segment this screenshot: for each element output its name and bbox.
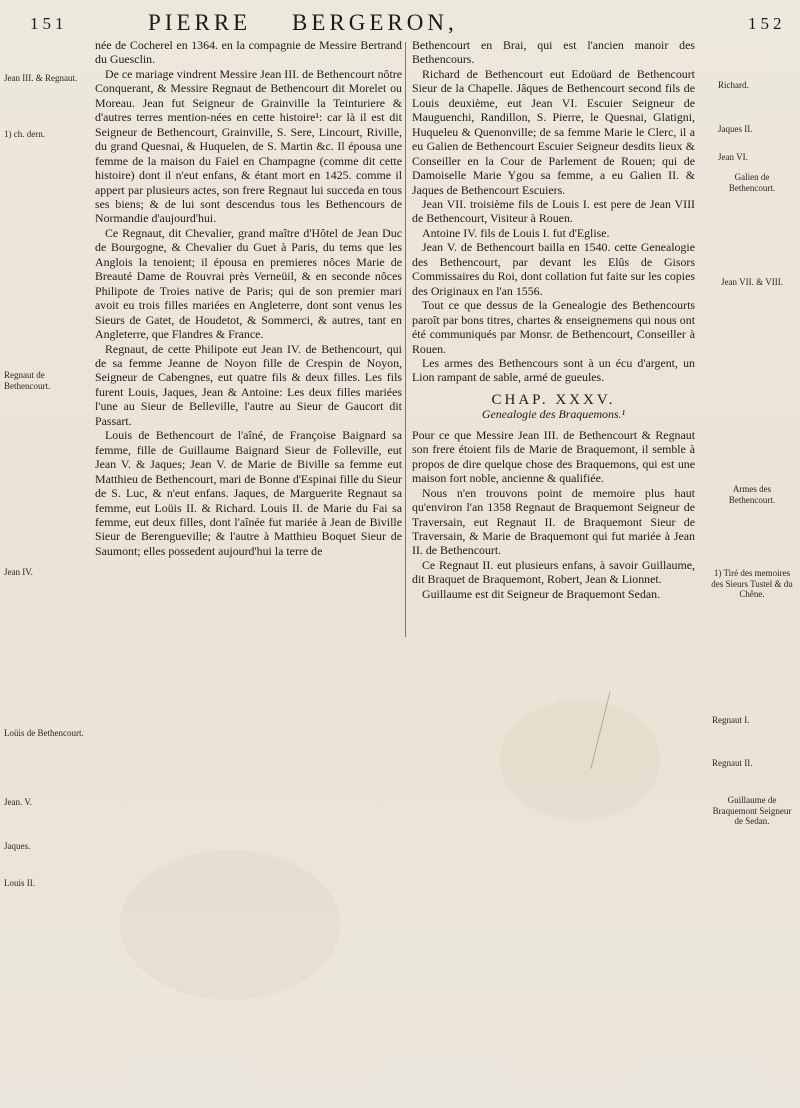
margin-note: Jaques II. [718, 124, 753, 134]
paragraph: Jean V. de Bethencourt bailla en 1540. cette Genealogie des Bethencourt, par devant les Elûs de Gisors Commissaires du Roi, dont collation fut faite sur les copies des Originaux en l'an 1556. [412, 240, 695, 298]
margin-note: Louis II. [4, 878, 35, 888]
margin-note: Jean III. & Regnaut. [4, 73, 78, 83]
right-column [412, 38, 695, 601]
header-title-left: PIERRE [148, 10, 252, 35]
margin-note: Galien de Bethencourt. [728, 172, 776, 193]
margin-note: Regnaut de Bethencourt. [4, 370, 51, 391]
margin-note: Loüis de Bethencourt. [4, 728, 84, 738]
margin-note: Jean VI. [718, 152, 748, 162]
column-divider [405, 42, 406, 637]
paper-stain [500, 700, 660, 820]
margin-note: Jean IV. [4, 567, 33, 577]
margin-note: Jean VII. & VIII. [721, 277, 783, 287]
chapter-paragraph: Nous n'en trouvons point de memoire plus haut qu'environ l'an 1358 Regnaut de Braquemont Seigneur de Traversain, eut Regnaut II. de Braquemont Sieur de Traversain, & Marie de Braquemont qui fut mariée à Jean II. de Bethencourt. [412, 485, 695, 558]
chapter-paragraph: Ce Regnaut II. eut plusieurs enfans, à savoir Guillaume, dit Braquet de Braquemont, Robert, Jean & Lionnet. [412, 557, 695, 587]
running-header [0, 6, 800, 40]
chapter-title: CHAP. XXXV. [491, 391, 616, 408]
margin-note: Jean. V. [4, 797, 32, 807]
margin-note: Richard. [718, 80, 749, 90]
folio-right: 152 [748, 14, 786, 33]
paper-stain [120, 850, 340, 1000]
left-column [95, 38, 402, 558]
paragraph: Antoine IV. fils de Louis I. fut d'Eglise. [422, 225, 610, 240]
margin-note: Guillaume de Braquemont Seigneur de Sedan. [712, 795, 792, 826]
paragraph: Tout ce que dessus de la Genealogie des Bethencourts paroît par bons titres, chartes & enseignemens qui nous ont été communiqués par Monsr. de Bethencourt, Conseiller à Rouen. [412, 298, 695, 356]
paragraph: Les armes des Bethencours sont à un écu d'argent, un Lion rampant de sable, armé de gueules. [412, 355, 695, 385]
paragraph: Richard de Bethencourt eut Edoüard de Bethencourt Sieur de la Chapelle. Jâques de Bethencourt second fils de Louis deuxième, eut Jean VI. Escuier Seigneur de Mauguenchi, Randillon, S. Pierre, le Quesnai, Glatigni, Huqueleu & Quenonville; de sa femme Marie le Clerc, il a eu Galien de Bethencourt Escuier Seigneur desdits lieux & Conseiller en la Cour de Parlement de Rouen; qui de Damoiselle Marie Ygou sa femme, a eu Galien II. & Jaques de Bethencourt Escuiers. [412, 66, 695, 197]
margin-note: Regnaut II. [712, 758, 753, 768]
margin-note: Jaques. [4, 841, 31, 851]
paragraph: Regnaut, de cette Philipote eut Jean IV. de Bethencourt, qui de sa femme Jeanne de Noyon fille de Crespin de Noyon, Seigneur de Cabengnes, eut quatre fils & deux filles. Les fils furent Louis, Jaques, Jean & Antoine: Les deux filles mariées l'une au Sieur de Belleville, l'autre au Sieur de Gaucort dit Passart. [95, 341, 402, 428]
margin-note: Armes des Bethencourt. [728, 484, 776, 505]
paragraph: De ce mariage vindrent Messire Jean III. de Bethencourt nôtre Conquerant, & Messire Regnaut de Bethencourt dit Morelet ou Moreau. Jean fut Seigneur de Grainville la Teinturiere & d'autres terres mention-nées en cette histoire¹: car là il est dit Seigneur de Bethencourt, Grainville, S. Sere, Lincourt, Riville, du grand Quesnai, & Huquelen, de S. Martin &c. Il épousa une femme de la maison du Faiel en Champagne (comme dit cette histoire) dont il n'eut enfans, & étant mort en 1425. comme il appert par plusieurs actes, son frere Regnaut lui succeda en tous ses biens; & de lui sont descendus tous les Bethencours de Normandie d'aujourd'hui. [95, 66, 402, 226]
paragraph: Louis de Bethencourt de l'aîné, de Françoise Baignard sa femme, fille de Guillaume Baignard Sieur de Folleville, eut Jean V. & Jaques; Jean V. de Marie de Biville sa femme eut Matthieu de Bethencourt, mari de Bonne d'Espinai fille du Sieur de S. Luc, & n'eut enfans. Jaques, de Marguerite Regnaut sa femme, eut Loüis II. & Richard. Louis II. de Marie du Fai sa femme, eut deux filles, dont l'aînée fut mariée à Jean de Biville Sieur de Berengueville; & l'autre à Matthieu Boquet Sieur de Saumont; elles possedent aujourd'hui la terre de [95, 428, 402, 558]
chapter-paragraph: Guillaume est dit Seigneur de Braquemont Sedan. [422, 586, 661, 601]
margin-note: Regnaut I. [712, 715, 750, 725]
paragraph: Bethencourt en Brai, qui est l'ancien manoir des Bethencours. [412, 38, 695, 67]
header-title-right: BERGERON, [292, 10, 458, 35]
chapter-subtitle: Genealogie des Braquemons.¹ [481, 407, 626, 422]
paragraph: Jean VII. troisième fils de Louis I. est pere de Jean VIII de Bethencourt, Visiteur à Rouen. [412, 196, 695, 226]
paragraph: Ce Regnaut, dit Chevalier, grand maître d'Hôtel de Jean Duc de Bourgogne, & Chevalier du Guet à Paris, du tems que les Anglois la tenoient; il épousa en premieres nôces Marie de Breauté Dame de Rouvrai près Verneüil, & en seconde nôces Philipote de Troies native de Paris; qui de son premier mari avoit eu trois filles mariées en Angleterre, dont sont venus les Sieurs de Gatet, de Houdetot, & Sommerci, & autres, tant en Angleterre, que Flandres & France. [95, 225, 402, 342]
margin-note: 1) Tiré des memoires des Sieurs Tustel & du Chêne. [711, 568, 793, 599]
chapter-paragraph: Pour ce que Messire Jean III. de Bethencourt & Regnaut son frere étoient fils de Marie de Braquemont, il semble à propos de dire quelque chose des Braquemons, qui est une maison fort noble, ancienne & qualifiée. [412, 427, 695, 486]
margin-note: 1) ch. dern. [4, 129, 45, 139]
folio-left: 151 [30, 14, 68, 33]
paragraph: née de Cocherel en 1364. en la compagnie de Messire Bertrand du Guesclin. [95, 38, 402, 67]
